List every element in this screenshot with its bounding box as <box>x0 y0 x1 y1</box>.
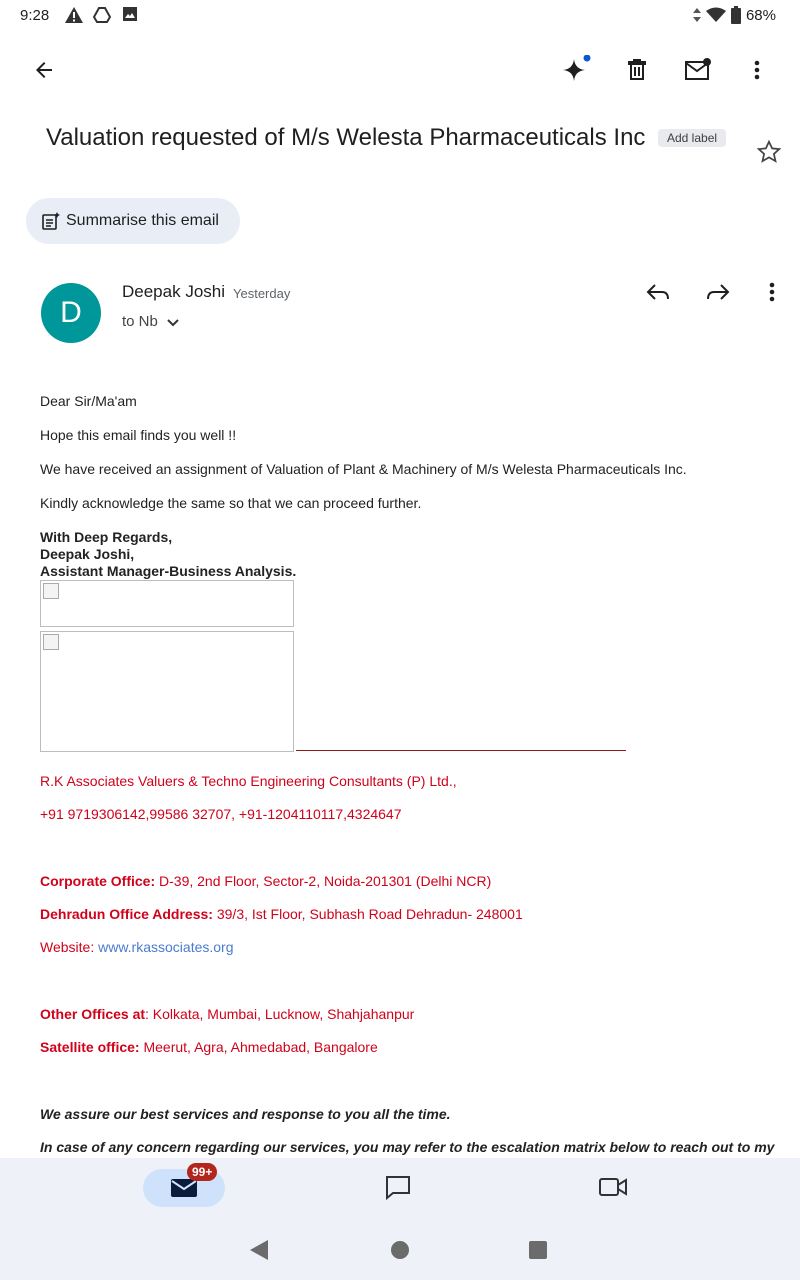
recipient-text: to Nb <box>122 313 158 330</box>
summarise-icon <box>42 212 60 230</box>
drive-icon <box>93 6 111 24</box>
status-bar <box>0 0 800 32</box>
website-link[interactable]: www.rkassociates.org <box>98 939 234 955</box>
back-triangle-icon[interactable] <box>248 1239 270 1261</box>
meet-video-icon <box>598 1176 628 1198</box>
satellite-office-value: Meerut, Agra, Ahmedabad, Bangalore <box>139 1039 378 1055</box>
assurance-text: We assure our best services and response to you all the time. <box>40 1106 451 1122</box>
reply-icon <box>645 281 671 303</box>
body-greeting: Dear Sir/Ma'am <box>40 393 137 409</box>
body-line-2: We have received an assignment of Valuation of Plant & Machinery of M/s Welesta Pharmaceuticals Inc. <box>40 461 687 477</box>
website-label: Website: <box>40 939 99 955</box>
corporate-office-value: D-39, 2nd Floor, Sector-2, Noida-201301 (Delhi NCR) <box>155 873 492 889</box>
wifi-icon <box>706 7 726 23</box>
recipients-toggle[interactable] <box>122 313 180 330</box>
gemini-sparkle-icon <box>561 55 591 85</box>
other-offices <box>40 1006 414 1022</box>
dehradun-office-label: Dehradun Office Address: <box>40 906 213 922</box>
add-label-chip[interactable]: Add label <box>658 129 726 147</box>
satellite-offices <box>40 1039 378 1055</box>
website-line <box>40 939 234 955</box>
warning-icon <box>64 6 84 24</box>
delete-icon <box>625 58 649 82</box>
star-outline-icon <box>756 139 782 165</box>
mail-unread-badge: 99+ <box>187 1163 217 1181</box>
data-arrows-icon <box>692 7 702 23</box>
nav-chat[interactable] <box>376 1165 420 1209</box>
broken-image-icon <box>43 634 59 650</box>
regards-line-3: Assistant Manager-Business Analysis. <box>40 563 297 579</box>
more-vert-icon <box>760 280 784 304</box>
other-offices-label: Other Offices at <box>40 1006 146 1022</box>
forward-icon <box>705 281 731 303</box>
chevron-down-icon <box>166 317 180 327</box>
regards-line-2: Deepak Joshi, <box>40 546 135 562</box>
more-vert-icon <box>745 58 769 82</box>
nav-meet[interactable] <box>591 1165 635 1209</box>
email-subject: Valuation requested of M/s Welesta Pharmaceuticals Inc <box>46 124 646 151</box>
body-line-1: Hope this email finds you well !! <box>40 427 237 443</box>
home-circle-icon[interactable] <box>390 1240 410 1260</box>
dehradun-office-value: 39/3, Ist Floor, Subhash Road Dehradun- 248001 <box>212 906 523 922</box>
gemini-button[interactable] <box>554 48 598 92</box>
regards-line-1: With Deep Regards, <box>40 529 173 545</box>
chat-icon <box>384 1174 412 1200</box>
delete-button[interactable] <box>615 48 659 92</box>
company-name: R.K Associates Valuers & Techno Engineering Consultants (P) Ltd., <box>40 773 457 789</box>
signature-divider <box>296 750 626 751</box>
sender-name: Deepak Joshi <box>122 282 226 301</box>
other-offices-value: : Kolkata, Mumbai, Lucknow, Shahjahanpur <box>145 1006 415 1022</box>
mark-unread-icon <box>684 58 712 82</box>
mark-unread-button[interactable] <box>676 48 720 92</box>
concern-text: In case of any concern regarding our services, you may refer to the escalation matrix below to reach out to my <box>40 1139 775 1155</box>
battery-level: 68% <box>745 6 776 24</box>
status-right <box>692 6 776 24</box>
summarise-label: Summarise this email <box>66 212 219 229</box>
star-button[interactable] <box>747 130 791 174</box>
sent-time: Yesterday <box>233 286 291 301</box>
summarise-email-button[interactable] <box>26 198 240 244</box>
corporate-office <box>40 873 491 889</box>
satellite-office-label: Satellite office: <box>40 1039 140 1055</box>
more-options-button[interactable] <box>735 48 779 92</box>
signature-image-2 <box>40 631 294 752</box>
broken-image-icon <box>43 583 59 599</box>
signature-image-1 <box>40 580 294 627</box>
corporate-office-label: Corporate Office: <box>40 873 156 889</box>
sender-avatar[interactable]: D <box>41 283 101 343</box>
company-phones: +91 9719306142,99586 32707, +91-1204110117,4324647 <box>40 806 402 822</box>
image-icon <box>122 6 138 22</box>
back-arrow-icon <box>32 58 56 82</box>
message-more-button[interactable] <box>750 270 794 314</box>
recents-square-icon[interactable] <box>528 1240 548 1260</box>
reply-button[interactable] <box>636 270 680 314</box>
dehradun-office <box>40 906 523 922</box>
forward-button[interactable] <box>696 270 740 314</box>
back-button[interactable] <box>22 48 66 92</box>
battery-icon <box>730 6 742 24</box>
status-time: 9:28 <box>20 7 50 24</box>
body-line-3: Kindly acknowledge the same so that we can proceed further. <box>40 495 422 511</box>
